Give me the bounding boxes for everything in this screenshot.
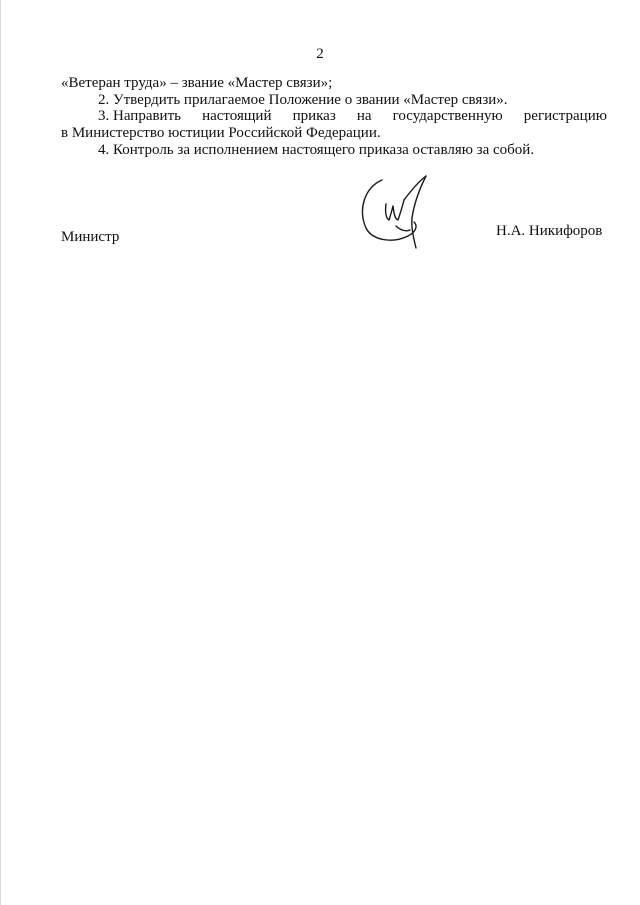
page-number: 2 (316, 46, 324, 62)
item3-word: приказ (292, 108, 336, 124)
item3-word: регистрацию (523, 108, 607, 124)
item3-word: государственную (392, 108, 503, 124)
paragraph-item-3-first-line (98, 107, 607, 125)
paragraph-item-2: 2. Утвердить прилагаемое Положение о звании «Мастер связи». (98, 92, 508, 108)
signatory-name: Н.А. Никифоров (496, 223, 603, 239)
paragraph-item-3-continuation: в Министерство юстиции Российской Федерации. (61, 125, 381, 141)
page-edge (0, 0, 1, 905)
signatory-position: Министр (61, 229, 120, 245)
item3-word: на (356, 108, 372, 124)
item3-word: 3. Направить (98, 108, 181, 124)
paragraph-line-1: «Ветеран труда» – звание «Мастер связи»; (61, 75, 333, 91)
item3-word: настоящий (202, 108, 272, 124)
paragraph-item-4: 4. Контроль за исполнением настоящего приказа оставляю за собой. (98, 142, 535, 158)
handwritten-signature (352, 170, 442, 250)
